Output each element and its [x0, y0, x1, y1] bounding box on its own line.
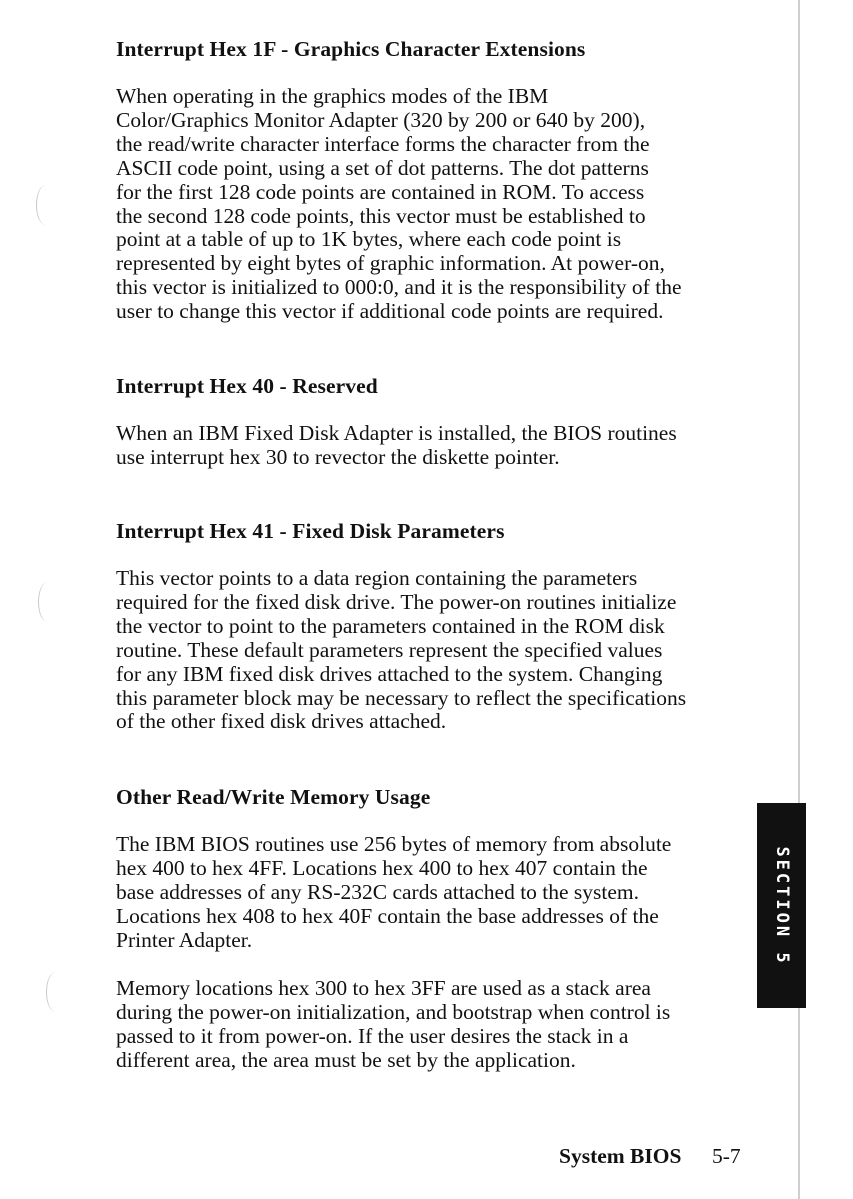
- text-line: Memory locations hex 300 to hex 3FF are used as a stack area: [116, 976, 651, 1000]
- text-line: passed to it from power-on. If the user desires the stack in a: [116, 1023, 629, 1048]
- paragraph-int-41: [116, 567, 686, 734]
- text-line: this vector is initialized to 000:0, and it is the responsibility of the: [116, 275, 682, 300]
- text-line: for any IBM fixed disk drives attached to the system. Changing: [116, 661, 663, 686]
- text-line: ASCII code point, using a set of dot patterns. The dot patterns: [116, 155, 649, 180]
- page-edge-line: [798, 0, 800, 1199]
- text-line: When operating in the graphics modes of the IBM: [116, 84, 549, 108]
- section-heading-int-41: Interrupt Hex 41 - Fixed Disk Parameters: [116, 519, 505, 543]
- text-line: required for the fixed disk drive. The power-on routines initialize: [116, 589, 677, 614]
- section-heading-int-40: Interrupt Hex 40 - Reserved: [116, 374, 378, 398]
- text-line: hex 400 to hex 4FF. Locations hex 400 to hex 407 contain the: [116, 855, 648, 880]
- paragraph-memory-usage: [116, 833, 671, 953]
- text-line: Locations hex 408 to hex 40F contain the base addresses of the: [116, 903, 659, 928]
- text-line: point at a table of up to 1K bytes, where each code point is: [116, 227, 622, 252]
- section-heading-int-1f: Interrupt Hex 1F - Graphics Character Extensions: [116, 37, 586, 61]
- text-line: different area, the area must be set by the application.: [116, 1047, 576, 1072]
- text-line: this parameter block may be necessary to reflect the specifications: [116, 685, 687, 710]
- text-line: for the first 128 code points are contained in ROM. To access: [116, 179, 645, 204]
- margin-mark: [36, 185, 55, 225]
- section-heading-memory-usage: Other Read/Write Memory Usage: [116, 785, 431, 809]
- text-line: the second 128 code points, this vector must be established to: [116, 203, 646, 228]
- text-line: The IBM BIOS routines use 256 bytes of memory from absolute: [116, 832, 672, 856]
- page-number: 5-7: [712, 1144, 741, 1168]
- text-line: routine. These default parameters represent the specified values: [116, 637, 663, 662]
- section-tab: [757, 803, 806, 1008]
- text-line: When an IBM Fixed Disk Adapter is installed, the BIOS routines: [116, 421, 677, 445]
- text-line: user to change this vector if additional code points are required.: [116, 299, 664, 324]
- text-line: the read/write character interface forms the character from the: [116, 131, 650, 156]
- text-line: during the power-on initialization, and bootstrap when control is: [116, 999, 671, 1024]
- paragraph-stack-area: [116, 977, 670, 1073]
- text-line: the vector to point to the parameters contained in the ROM disk: [116, 613, 665, 638]
- text-line: Color/Graphics Monitor Adapter (320 by 200 or 640 by 200),: [116, 107, 646, 132]
- text-line: of the other fixed disk drives attached.: [116, 709, 447, 734]
- text-line: represented by eight bytes of graphic information. At power-on,: [116, 251, 665, 276]
- margin-mark: [38, 582, 57, 622]
- section-tab-label: SECTION 5: [771, 845, 792, 966]
- paragraph-int-1f: [116, 85, 682, 324]
- margin-mark: [46, 972, 65, 1012]
- footer-title: System BIOS: [559, 1144, 682, 1168]
- text-line: use interrupt hex 30 to revector the diskette pointer.: [116, 444, 560, 469]
- paragraph-int-40: [116, 422, 677, 470]
- text-line: Printer Adapter.: [116, 927, 253, 952]
- text-line: This vector points to a data region containing the parameters: [116, 566, 638, 590]
- text-line: base addresses of any RS-232C cards attached to the system.: [116, 879, 640, 904]
